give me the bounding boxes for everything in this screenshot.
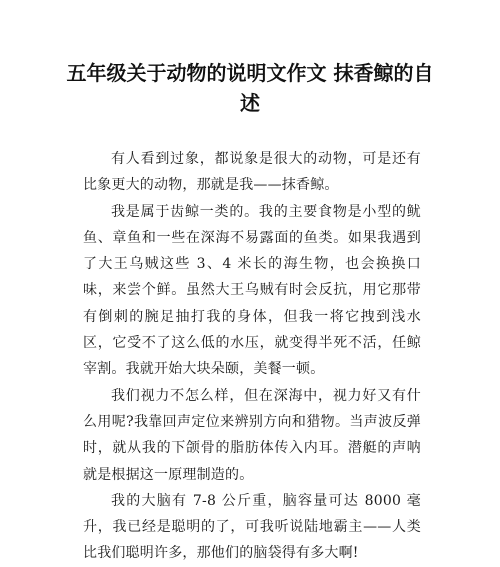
document-body [83,146,421,567]
paragraph-echolocation: 我们视力不怎么样，但在深海中，视力好又有什么用呢?我靠回声定位来辨别方向和猎物。当声波反弹时，就从我的下颌骨的脂肪体传入内耳。潜艇的声呐就是根据这一原理制造的。 [83,387,421,483]
document-title: 五年级关于动物的说明文作文 抹香鲸的自述 [66,61,434,115]
paragraph-brain: 我的大脑有 7-8 公斤重，脑容量可达 8000 毫升，我已经是聪明的了，可我听说陆地霸主——人类比我们聪明许多，那他们的脑袋得有多大啊! [83,492,421,562]
paragraph-diet: 我是属于齿鲸一类的。我的主要食物是小型的鱿鱼、章鱼和一些在深海不易露面的鱼类。如果我遇到了大王乌贼这些 3、4 米长的海生物，也会换换口味，来尝个鲜。虽然大王乌贼有时会反抗，用它那带有倒刺的腕足抽打我的身体，但我一将它拽到浅水区，它受不了这么低的水压，就变得半死不活，任鲸宰割。我就开始大块朵颐，美餐一顿。 [83,203,421,378]
paragraph-intro: 有人看到过象，都说象是很大的动物，可是还有比象更大的动物，那就是我——抹香鲸。 [83,151,421,194]
